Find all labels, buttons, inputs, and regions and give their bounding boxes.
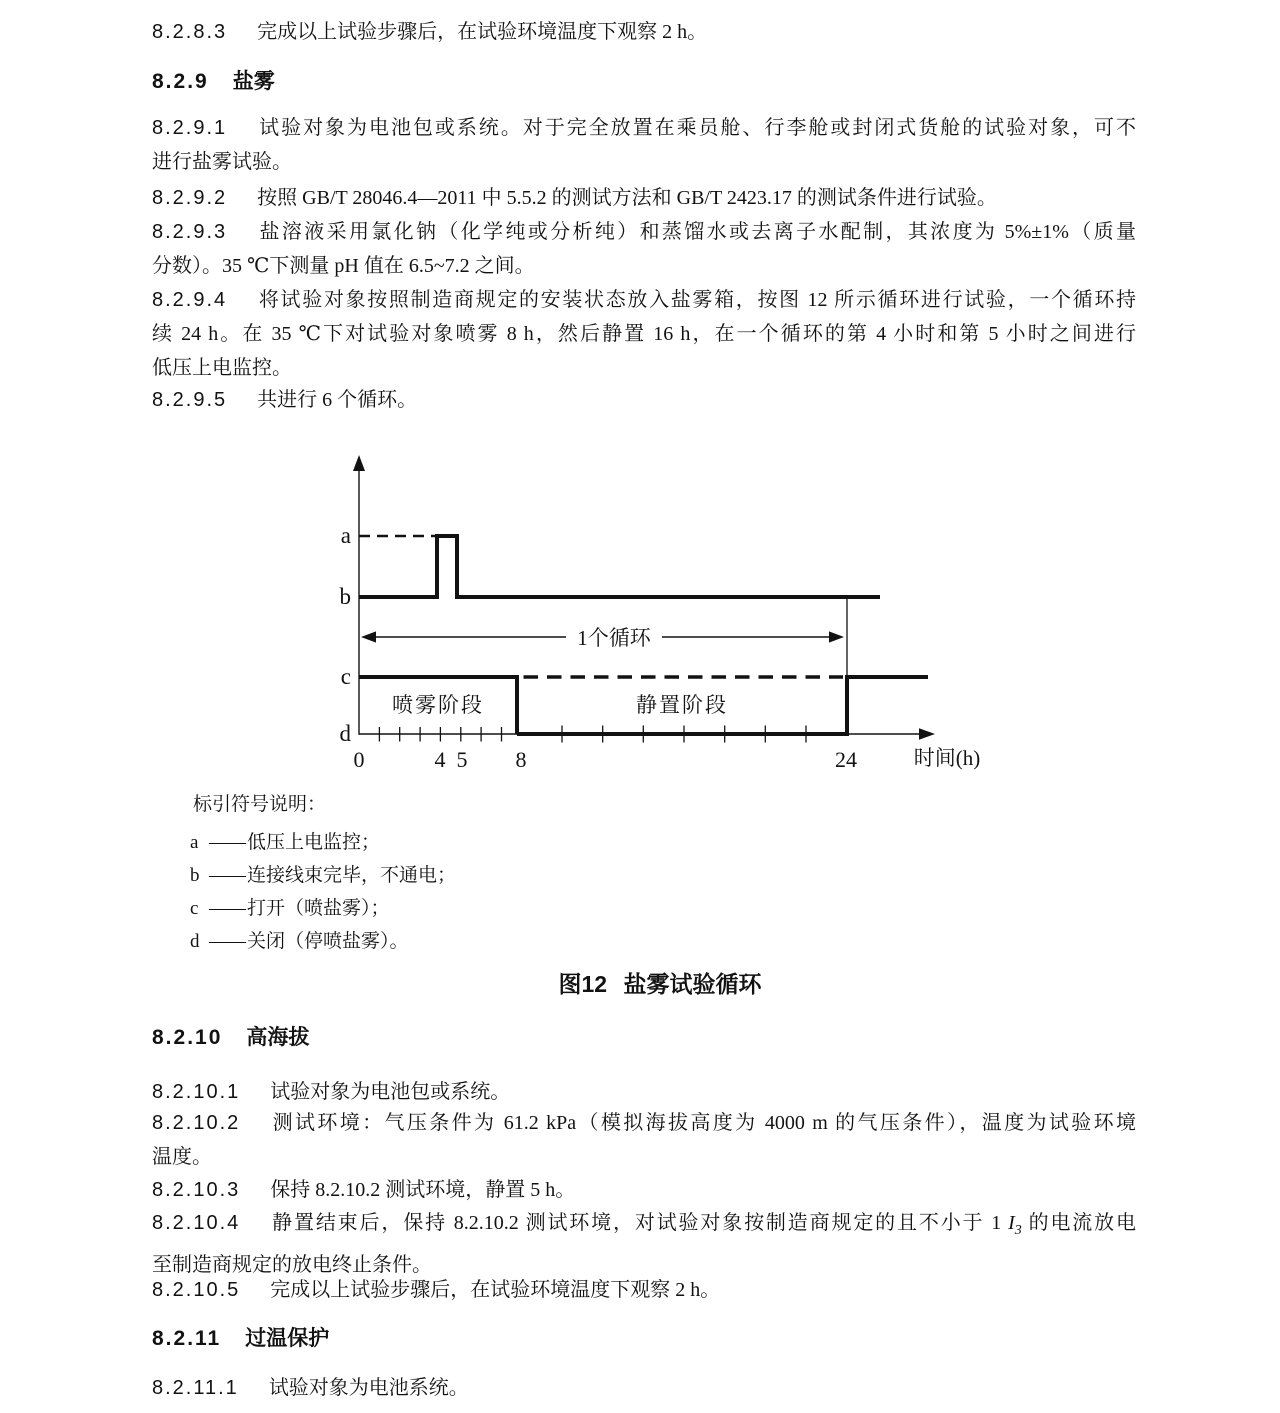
rest-phase-label: 静置阶段 — [636, 693, 728, 717]
clause-text: 至制造商规定的放电终止条件。 — [152, 1254, 432, 1276]
clause-text: 低压上电监控。 — [152, 357, 292, 379]
clause-number: 8.2.9.1 — [152, 117, 228, 139]
clause-text: 分数）。35 ℃下测量 pH 值在 6.5~7.2 之间。 — [152, 255, 535, 277]
legend-dash: —— — [209, 865, 245, 886]
clause-8-2-9-5 — [152, 383, 1136, 417]
legend-item-c — [190, 892, 456, 925]
legend-key: b — [190, 865, 200, 886]
clause-number: 8.2.9.2 — [152, 187, 228, 209]
figure-legend — [190, 826, 456, 958]
clause-text: 的电流放电 — [1021, 1212, 1137, 1234]
clause-number: 8.2.11.1 — [152, 1377, 239, 1399]
cycle-arrow-left-icon — [361, 631, 376, 642]
tick-label-5: 5 — [456, 747, 468, 772]
cycle-label: 1个循环 — [577, 626, 651, 650]
clause-number: 8.2.10.2 — [152, 1112, 241, 1134]
clause-number: 8.2.9.3 — [152, 221, 228, 243]
legend-dash: —— — [209, 898, 245, 919]
level-label-b: b — [339, 584, 351, 609]
legend-caption: 标引符号说明： — [193, 794, 327, 815]
level-label-a: a — [340, 523, 351, 548]
legend-key: a — [190, 832, 199, 853]
x-axis-label: 时间(h) — [913, 746, 981, 770]
y-axis-arrow-icon — [353, 455, 365, 471]
legend-text: 连接线束完毕，不通电； — [247, 865, 457, 886]
heading-number: 8.2.9 — [152, 70, 209, 93]
clause-text: 完成以上试验步骤后，在试验环境温度下观察 2 h。 — [257, 21, 708, 43]
salt-spray-cycle-figure — [330, 450, 1010, 780]
x-axis-arrow-icon — [919, 728, 935, 740]
cycle-arrow-right-icon — [829, 631, 844, 642]
legend-text: 低压上电监控； — [247, 832, 381, 853]
level-label-d: d — [339, 721, 351, 746]
clause-number: 8.2.8.3 — [152, 21, 228, 43]
current-symbol: I — [1008, 1212, 1015, 1234]
tick-label-24: 24 — [835, 747, 857, 772]
clause-8-2-9-4 — [152, 283, 1136, 385]
clause-8-2-10-2 — [152, 1106, 1136, 1174]
clause-text: 进行盐雾试验。 — [152, 151, 292, 173]
legend-text: 关闭（停喷盐雾）。 — [247, 931, 409, 952]
clause-text: 静置结束后，保持 8.2.10.2 测试环境，对试验对象按制造商规定的且不小于 1 — [270, 1212, 1009, 1234]
tick-label-0: 0 — [353, 747, 365, 772]
clause-number: 8.2.9.4 — [152, 289, 228, 311]
legend-text: 打开（喷盐雾）； — [247, 898, 390, 919]
clause-number: 8.2.10.5 — [152, 1279, 241, 1301]
clause-text: 试验对象为电池包或系统。对于完全放置在乘员舱、行李舱或封闭式货舱的试验对象，可不 — [257, 117, 1136, 139]
clause-8-2-9-2 — [152, 181, 1136, 215]
legend-item-b — [190, 859, 456, 892]
clause-text: 盐溶液采用氯化钠（化学纯或分析纯）和蒸馏水或去离子水配制，其浓度为 5%±1%（质量 — [257, 221, 1136, 243]
current-symbol-subscript: 3 — [1014, 1223, 1022, 1238]
heading-title: 过温保护 — [245, 1327, 330, 1350]
clause-text: 温度。 — [152, 1146, 212, 1168]
clause-number: 8.2.10.4 — [152, 1212, 241, 1234]
clause-8-2-9-3 — [152, 215, 1136, 283]
legend-key: c — [190, 898, 199, 919]
clause-text: 试验对象为电池包或系统。 — [270, 1081, 511, 1103]
clause-8-2-10-3 — [152, 1173, 1136, 1207]
clause-8-2-8-3 — [152, 15, 1136, 49]
heading-8-2-10 — [152, 1021, 1136, 1055]
clause-text: 测试环境：气压条件为 61.2 kPa（模拟海拔高度为 4000 m 的气压条件），温度为试验环境 — [270, 1112, 1136, 1134]
clause-text: 保持 8.2.10.2 测试环境，静置 5 h。 — [270, 1179, 576, 1201]
clause-text: 共进行 6 个循环。 — [257, 389, 418, 411]
clause-text: 试验对象为电池系统。 — [268, 1377, 469, 1399]
clause-8-2-10-4 — [152, 1206, 1136, 1282]
heading-8-2-11 — [152, 1322, 1136, 1356]
clause-number: 8.2.10.1 — [152, 1081, 241, 1103]
clause-number: 8.2.10.3 — [152, 1179, 241, 1201]
clause-text: 将试验对象按照制造商规定的安装状态放入盐雾箱，按图 12 所示循环进行试验，一个循环持 — [257, 289, 1136, 311]
heading-title: 盐雾 — [232, 70, 275, 93]
heading-number: 8.2.10 — [152, 1026, 223, 1049]
clause-8-2-9-1 — [152, 111, 1136, 179]
clause-text: 完成以上试验步骤后，在试验环境温度下观察 2 h。 — [270, 1279, 721, 1301]
legend-dash: —— — [209, 931, 245, 952]
level-label-c: c — [340, 664, 351, 689]
legend-key: d — [190, 931, 200, 952]
tick-label-4: 4 — [434, 747, 446, 772]
heading-title: 高海拔 — [246, 1026, 310, 1049]
legend-item-a — [190, 826, 456, 859]
clause-8-2-10-1 — [152, 1075, 1136, 1109]
clause-8-2-10-5 — [152, 1273, 1136, 1307]
clause-8-2-11-1 — [152, 1371, 1136, 1405]
legend-dash: —— — [209, 832, 245, 853]
tick-label-8: 8 — [515, 747, 527, 772]
heading-number: 8.2.11 — [152, 1327, 222, 1350]
clause-number: 8.2.9.5 — [152, 389, 228, 411]
figure-caption: 图12 盐雾试验循环 — [558, 971, 762, 997]
legend-item-d — [190, 925, 456, 958]
clause-text: 按照 GB/T 28046.4—2011 中 5.5.2 的测试方法和 GB/T 2423.17 的测试条件进行试验。 — [257, 187, 997, 209]
monitor-pulse-waveform — [359, 536, 880, 597]
heading-8-2-9 — [152, 65, 1136, 99]
clause-text: 续 24 h。在 35 ℃下对试验对象喷雾 8 h，然后静置 16 h，在一个循环的第 4 小时和第 5 小时之间进行 — [152, 323, 1136, 345]
spray-phase-label: 喷雾阶段 — [392, 693, 484, 717]
